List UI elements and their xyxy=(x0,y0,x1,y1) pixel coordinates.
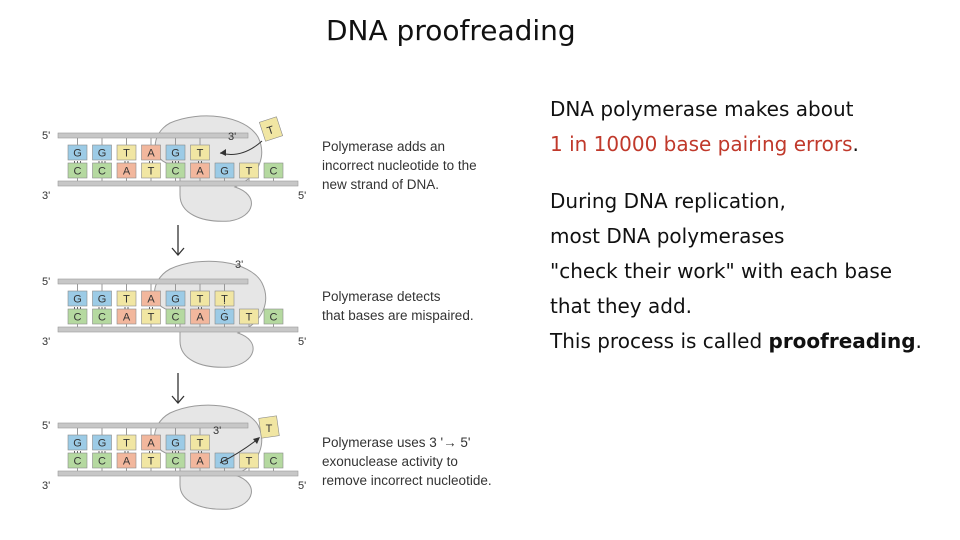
panel1-template-base-label: C xyxy=(171,165,180,178)
panel1-caption-line1: Polymerase adds an xyxy=(322,139,446,154)
panel1-new-base-label: G xyxy=(171,147,180,160)
panel3-template-base-label: T xyxy=(245,455,253,468)
proofreading-term: proofreading xyxy=(768,329,916,353)
panel2-template-base-label: A xyxy=(122,311,131,324)
panel2-template-base-label: G xyxy=(220,311,229,324)
panel1-template-base-label: T xyxy=(147,165,155,178)
panel3-new-base-label: G xyxy=(171,437,180,450)
paragraph2-period: . xyxy=(915,329,922,353)
panel2-template-base-label: A xyxy=(196,311,204,324)
panel2-new-strand-backbone xyxy=(58,279,248,284)
panel3-template-base-label: C xyxy=(171,455,180,468)
paragraph1-line2 xyxy=(550,127,955,162)
panel2-template-base-label: T xyxy=(147,311,155,324)
explanation-text xyxy=(550,92,955,359)
panel2-new-base-label: T xyxy=(221,293,228,306)
panel1-new-base-label: G xyxy=(97,147,107,160)
panel3-three-prime-top-label: 3' xyxy=(213,425,222,437)
panel2-five-prime-top-label: 5' xyxy=(42,276,51,288)
panel3-caption xyxy=(322,433,522,490)
panel2-new-base-label: G xyxy=(73,293,82,306)
paragraph2-line3: "check their work" with each base xyxy=(550,259,893,283)
panel1-new-base-label: G xyxy=(73,147,82,160)
panel3-new-base-label: G xyxy=(73,437,82,450)
panel2-caption-line2: that bases are mispaired. xyxy=(322,308,474,323)
panel1-three-prime-bottom-label: 3' xyxy=(42,190,51,202)
panel2-new-base-label: G xyxy=(97,293,107,306)
panel2-five-prime-bottom-label: 5' xyxy=(298,336,307,348)
panel1-caption xyxy=(322,137,522,194)
panel1-caption-line3: new strand of DNA. xyxy=(322,177,440,192)
panel1-new-strand-backbone xyxy=(58,133,248,138)
paragraph2-line5 xyxy=(550,324,955,359)
panel3-template-base-label: G xyxy=(220,455,229,468)
panel3-caption-line2: exonuclease activity to xyxy=(322,454,458,469)
paragraph2-line4: that they add. xyxy=(550,294,692,318)
panel2-caption-line1: Polymerase detects xyxy=(322,289,441,304)
panel3-caption-line3: remove incorrect nucleotide. xyxy=(322,473,492,488)
panel2-template-base-label: C xyxy=(171,311,180,324)
panel3-five-prime-bottom-label: 5' xyxy=(298,480,307,492)
panel2-mispair-marker: ⋮ xyxy=(219,302,230,313)
panel3-three-prime-bottom-label: 3' xyxy=(42,480,51,492)
panel3-template-strand-backbone xyxy=(58,471,298,476)
panel1-five-prime-top-label: 5' xyxy=(42,130,51,142)
panel3-template-base-label: C xyxy=(269,455,278,468)
paragraph2-line1: During DNA replication, xyxy=(550,189,786,213)
error-rate-text: 1 in 10000 base pairing errors xyxy=(550,132,853,156)
panel2-template-base-label: C xyxy=(269,311,278,324)
panel1-new-base-label: A xyxy=(147,147,155,160)
paragraph1-period: . xyxy=(852,132,859,156)
paragraph2-line5-start: This process is called xyxy=(550,329,769,353)
panel1-template-base-label: C xyxy=(98,165,106,178)
panel1-template-base-label: A xyxy=(196,165,204,178)
panel1-template-base-label: C xyxy=(269,165,278,178)
panel2-template-base-label: C xyxy=(98,311,106,324)
panel2-template-strand-backbone xyxy=(58,327,298,332)
panel2-caption xyxy=(322,287,522,325)
panel1-new-base-label: T xyxy=(196,147,204,160)
panel1-three-prime-top-label: 3' xyxy=(228,131,237,143)
panel2-three-prime-bottom-label: 3' xyxy=(42,336,51,348)
panel2-template-base-label: C xyxy=(73,311,82,324)
paragraph1-line1: DNA polymerase makes about xyxy=(550,97,854,121)
panel3-new-base-label: T xyxy=(123,437,130,450)
panel2-new-base-label: T xyxy=(196,293,204,306)
panel2-three-prime-top-label: 3' xyxy=(235,259,244,271)
panel3-template-base-label: A xyxy=(196,455,204,468)
panel3-removed-nucleotide-label: T xyxy=(265,423,273,435)
panel2-new-base-label: T xyxy=(123,293,130,306)
panel3-template-base-label: C xyxy=(98,455,106,468)
panel3-five-prime-top-label: 5' xyxy=(42,420,51,432)
panel2-new-base-label: G xyxy=(171,293,180,306)
panel1-template-base-label: G xyxy=(220,165,229,178)
panel1-template-base-label: T xyxy=(245,165,253,178)
panel1-template-base-label: A xyxy=(122,165,131,178)
paragraph2-line2: most DNA polymerases xyxy=(550,224,785,248)
panel1-template-strand-backbone xyxy=(58,181,298,186)
panel3-caption-line1: Polymerase uses 3 '→ 5' xyxy=(322,435,471,450)
panel2-template-base-label: T xyxy=(245,311,253,324)
panel1-new-base-label: T xyxy=(123,147,130,160)
panel3-template-base-label: C xyxy=(73,455,82,468)
panel2-new-base-label: A xyxy=(147,293,155,306)
slide-title: DNA proofreading xyxy=(326,14,576,47)
panel1-five-prime-bottom-label: 5' xyxy=(298,190,307,202)
panel1-incoming-nucleotide-label: T xyxy=(265,124,276,138)
panel3-template-base-label: A xyxy=(122,455,131,468)
panel3-template-base-label: T xyxy=(147,455,155,468)
panel3-new-base-label: A xyxy=(147,437,155,450)
panel3-new-base-label: G xyxy=(97,437,107,450)
panel1-template-base-label: C xyxy=(73,165,82,178)
panel3-new-base-label: T xyxy=(196,437,204,450)
panel1-caption-line2: incorrect nucleotide to the xyxy=(322,158,477,173)
